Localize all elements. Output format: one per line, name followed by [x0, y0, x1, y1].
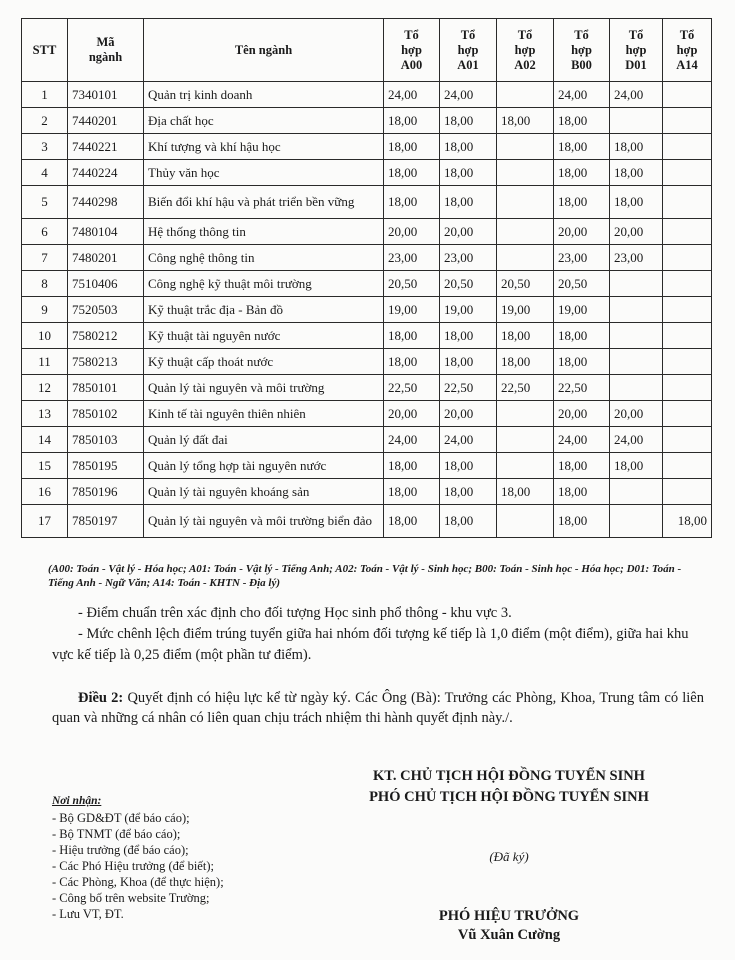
cell-b00: 18,00 — [554, 453, 610, 479]
cell-b00: 18,00 — [554, 479, 610, 505]
cell-code: 7850101 — [68, 375, 144, 401]
cell-a01: 18,00 — [440, 349, 497, 375]
table-row — [22, 245, 712, 271]
cell-name: Quản trị kinh doanh — [144, 82, 384, 108]
cell-a01: 18,00 — [440, 160, 497, 186]
cell-code: 7440201 — [68, 108, 144, 134]
cell-b00: 18,00 — [554, 323, 610, 349]
recipients — [52, 793, 312, 922]
cell-a01: 24,00 — [440, 82, 497, 108]
cell-d01: 18,00 — [610, 453, 663, 479]
cell-stt: 11 — [22, 349, 68, 375]
cell-a00: 20,00 — [384, 219, 440, 245]
cell-a14 — [663, 375, 712, 401]
cell-code: 7850197 — [68, 505, 144, 538]
cell-a01: 18,00 — [440, 505, 497, 538]
cell-a01: 20,00 — [440, 219, 497, 245]
table-row — [22, 427, 712, 453]
cell-name: Biến đổi khí hậu và phát triển bền vững — [144, 186, 384, 219]
header-name: Tên ngành — [144, 19, 384, 82]
cell-d01 — [610, 349, 663, 375]
cell-a01: 19,00 — [440, 297, 497, 323]
cell-d01 — [610, 108, 663, 134]
cell-a00: 18,00 — [384, 323, 440, 349]
cell-a02: 20,50 — [497, 271, 554, 297]
cell-a02 — [497, 427, 554, 453]
header-d01: Tổ hợp D01 — [610, 19, 663, 82]
cell-a02 — [497, 453, 554, 479]
cell-a14 — [663, 349, 712, 375]
cell-code: 7480201 — [68, 245, 144, 271]
cell-a00: 18,00 — [384, 108, 440, 134]
table-row — [22, 375, 712, 401]
table-row — [22, 219, 712, 245]
cell-b00: 19,00 — [554, 297, 610, 323]
cell-a02: 18,00 — [497, 349, 554, 375]
cell-a00: 20,00 — [384, 401, 440, 427]
cell-a01: 24,00 — [440, 427, 497, 453]
cell-b00: 20,00 — [554, 219, 610, 245]
cell-a00: 18,00 — [384, 134, 440, 160]
cell-stt: 4 — [22, 160, 68, 186]
cell-a02 — [497, 82, 554, 108]
cell-stt: 17 — [22, 505, 68, 538]
cell-code: 7480104 — [68, 219, 144, 245]
article-2 — [52, 688, 704, 728]
cell-a14 — [663, 479, 712, 505]
cell-code: 7850103 — [68, 427, 144, 453]
cell-a14 — [663, 297, 712, 323]
cell-d01 — [610, 479, 663, 505]
article-label: Điều 2: — [78, 690, 124, 706]
cell-stt: 2 — [22, 108, 68, 134]
cell-a00: 22,50 — [384, 375, 440, 401]
cell-a14 — [663, 186, 712, 219]
cell-b00: 22,50 — [554, 375, 610, 401]
cell-b00: 18,00 — [554, 186, 610, 219]
table-row — [22, 160, 712, 186]
cell-b00: 20,50 — [554, 271, 610, 297]
cell-a00: 18,00 — [384, 160, 440, 186]
table-row — [22, 323, 712, 349]
header-a00: Tổ hợp A00 — [384, 19, 440, 82]
recipient-item: - Các Phó Hiệu trưởng (để biết); — [52, 858, 312, 874]
cell-a14 — [663, 82, 712, 108]
header-a02: Tổ hợp A02 — [497, 19, 554, 82]
cell-stt: 6 — [22, 219, 68, 245]
cell-stt: 14 — [22, 427, 68, 453]
signature-line-2: PHÓ CHỦ TỊCH HỘI ĐỒNG TUYỂN SINH — [369, 789, 649, 805]
note-score-difference: - Mức chênh lệch điểm trúng tuyển giữa hai nhóm đối tượng kế tiếp là 1,0 điểm (một điểm), giữa hai khu vực kế tiếp là 0,25 điểm (một phần tư điểm). — [52, 626, 689, 663]
recipient-item: - Lưu VT, ĐT. — [52, 906, 312, 922]
cell-stt: 10 — [22, 323, 68, 349]
cell-d01 — [610, 323, 663, 349]
cell-a14: 18,00 — [663, 505, 712, 538]
cell-a02: 22,50 — [497, 375, 554, 401]
cell-name: Quản lý tổng hợp tài nguyên nước — [144, 453, 384, 479]
cell-d01: 18,00 — [610, 186, 663, 219]
cell-name: Kỹ thuật tài nguyên nước — [144, 323, 384, 349]
cell-a00: 18,00 — [384, 186, 440, 219]
cell-a01: 22,50 — [440, 375, 497, 401]
cell-d01: 24,00 — [610, 82, 663, 108]
header-code: Mã ngành — [68, 19, 144, 82]
cell-a14 — [663, 427, 712, 453]
cell-a14 — [663, 160, 712, 186]
cell-d01 — [610, 297, 663, 323]
cell-a01: 20,50 — [440, 271, 497, 297]
cell-code: 7520503 — [68, 297, 144, 323]
table-row — [22, 505, 712, 538]
recipient-item: - Bộ GD&ĐT (để báo cáo); — [52, 810, 312, 826]
signer-name: Vũ Xuân Cường — [457, 927, 561, 943]
cell-a14 — [663, 245, 712, 271]
cell-d01 — [610, 271, 663, 297]
cell-d01: 18,00 — [610, 160, 663, 186]
cell-a01: 18,00 — [440, 186, 497, 219]
cell-name: Quản lý tài nguyên và môi trường — [144, 375, 384, 401]
recipient-item: - Các Phòng, Khoa (để thực hiện); — [52, 874, 312, 890]
subject-group-legend: (A00: Toán - Vật lý - Hóa học; A01: Toán - Vật lý - Tiếng Anh; A02: Toán - Vật lý - Sinh học; B00: Toán - Sinh học - Hóa học; D01: Toán - Tiếng Anh - Ngữ Văn; A14: Toán - KHTN - Địa lý) — [48, 563, 682, 589]
table-row — [22, 108, 712, 134]
recipient-item: - Hiệu trưởng (để báo cáo); — [52, 842, 312, 858]
cell-a00: 18,00 — [384, 349, 440, 375]
cell-stt: 9 — [22, 297, 68, 323]
cell-code: 7440224 — [68, 160, 144, 186]
table-row — [22, 82, 712, 108]
cell-a00: 18,00 — [384, 505, 440, 538]
article-text: Quyết định có hiệu lực kể từ ngày ký. Các Ông (Bà): Trưởng các Phòng, Khoa, Trung tâm có liên quan và những cá nhân có liên quan chịu trách nhiệm thi hành quyết định này./. — [52, 690, 704, 726]
cell-a00: 18,00 — [384, 479, 440, 505]
cell-a02 — [497, 505, 554, 538]
table-row — [22, 349, 712, 375]
table-row — [22, 134, 712, 160]
header-a14: Tổ hợp A14 — [663, 19, 712, 82]
cell-a01: 20,00 — [440, 401, 497, 427]
cell-code: 7850195 — [68, 453, 144, 479]
cell-b00: 24,00 — [554, 82, 610, 108]
cell-b00: 18,00 — [554, 349, 610, 375]
recipient-item: - Bộ TNMT (để báo cáo); — [52, 826, 312, 842]
cell-name: Thủy văn học — [144, 160, 384, 186]
cell-d01: 20,00 — [610, 219, 663, 245]
cell-a02 — [497, 160, 554, 186]
header-a01: Tổ hợp A01 — [440, 19, 497, 82]
cell-code: 7440298 — [68, 186, 144, 219]
cell-a01: 18,00 — [440, 108, 497, 134]
cell-a00: 18,00 — [384, 453, 440, 479]
cell-a02 — [497, 186, 554, 219]
cell-stt: 7 — [22, 245, 68, 271]
cell-a14 — [663, 401, 712, 427]
cell-name: Địa chất học — [144, 108, 384, 134]
table-row — [22, 186, 712, 219]
cell-a14 — [663, 134, 712, 160]
cell-a02 — [497, 245, 554, 271]
cell-code: 7440221 — [68, 134, 144, 160]
table-row — [22, 271, 712, 297]
notes — [52, 603, 692, 666]
cell-d01: 24,00 — [610, 427, 663, 453]
table-body — [22, 82, 712, 538]
cell-b00: 23,00 — [554, 245, 610, 271]
cell-a00: 24,00 — [384, 427, 440, 453]
note-benchmark: - Điểm chuẩn trên xác định cho đối tượng Học sinh phổ thông - khu vực 3. — [78, 605, 512, 621]
cell-a01: 18,00 — [440, 479, 497, 505]
cell-b00: 20,00 — [554, 401, 610, 427]
cell-name: Hệ thống thông tin — [144, 219, 384, 245]
cell-a02 — [497, 219, 554, 245]
cell-code: 7580213 — [68, 349, 144, 375]
cell-name: Kỹ thuật trắc địa - Bản đồ — [144, 297, 384, 323]
cell-b00: 18,00 — [554, 108, 610, 134]
cell-b00: 18,00 — [554, 505, 610, 538]
cell-stt: 3 — [22, 134, 68, 160]
table-row — [22, 401, 712, 427]
cell-a00: 20,50 — [384, 271, 440, 297]
signature-block — [318, 766, 700, 945]
cell-a14 — [663, 453, 712, 479]
recipients-title: Nơi nhận: — [52, 795, 102, 807]
cell-a02 — [497, 401, 554, 427]
cell-a01: 18,00 — [440, 134, 497, 160]
cell-a02: 19,00 — [497, 297, 554, 323]
cell-a14 — [663, 108, 712, 134]
cell-name: Công nghệ kỹ thuật môi trường — [144, 271, 384, 297]
cell-a00: 24,00 — [384, 82, 440, 108]
cell-stt: 8 — [22, 271, 68, 297]
cell-a02: 18,00 — [497, 323, 554, 349]
signer-role: PHÓ HIỆU TRƯỞNG — [438, 908, 580, 924]
cell-stt: 12 — [22, 375, 68, 401]
table-row — [22, 297, 712, 323]
cell-name: Kỹ thuật cấp thoát nước — [144, 349, 384, 375]
cell-name: Khí tượng và khí hậu học — [144, 134, 384, 160]
cell-name: Công nghệ thông tin — [144, 245, 384, 271]
cell-a14 — [663, 271, 712, 297]
cell-a01: 18,00 — [440, 453, 497, 479]
table-header-row — [22, 19, 712, 82]
cell-name: Quản lý tài nguyên và môi trường biển đảo — [144, 505, 384, 538]
header-b00: Tổ hợp B00 — [554, 19, 610, 82]
recipient-item: - Công bố trên website Trường; — [52, 890, 312, 906]
cell-a14 — [663, 323, 712, 349]
cell-stt: 15 — [22, 453, 68, 479]
cell-d01: 20,00 — [610, 401, 663, 427]
cell-a02: 18,00 — [497, 108, 554, 134]
cell-a01: 18,00 — [440, 323, 497, 349]
cell-d01 — [610, 505, 663, 538]
cell-stt: 13 — [22, 401, 68, 427]
cell-b00: 24,00 — [554, 427, 610, 453]
table-row — [22, 479, 712, 505]
signature-line-1: KT. CHỦ TỊCH HỘI ĐỒNG TUYỂN SINH — [373, 768, 645, 784]
cell-a00: 23,00 — [384, 245, 440, 271]
cell-code: 7340101 — [68, 82, 144, 108]
cell-code: 7850196 — [68, 479, 144, 505]
cell-name: Kinh tế tài nguyên thiên nhiên — [144, 401, 384, 427]
cell-b00: 18,00 — [554, 134, 610, 160]
cell-d01: 23,00 — [610, 245, 663, 271]
cell-a02 — [497, 134, 554, 160]
cell-a01: 23,00 — [440, 245, 497, 271]
cell-stt: 5 — [22, 186, 68, 219]
table-row — [22, 453, 712, 479]
cell-d01: 18,00 — [610, 134, 663, 160]
header-stt: STT — [22, 19, 68, 82]
cell-a02: 18,00 — [497, 479, 554, 505]
cell-name: Quản lý tài nguyên khoáng sản — [144, 479, 384, 505]
signed-note: (Đã ký) — [489, 849, 529, 864]
cell-code: 7510406 — [68, 271, 144, 297]
cell-name: Quản lý đất đai — [144, 427, 384, 453]
cell-a14 — [663, 219, 712, 245]
cell-code: 7850102 — [68, 401, 144, 427]
cell-d01 — [610, 375, 663, 401]
admission-score-table — [21, 18, 712, 538]
cell-b00: 18,00 — [554, 160, 610, 186]
cell-a00: 19,00 — [384, 297, 440, 323]
cell-stt: 16 — [22, 479, 68, 505]
cell-stt: 1 — [22, 82, 68, 108]
cell-code: 7580212 — [68, 323, 144, 349]
